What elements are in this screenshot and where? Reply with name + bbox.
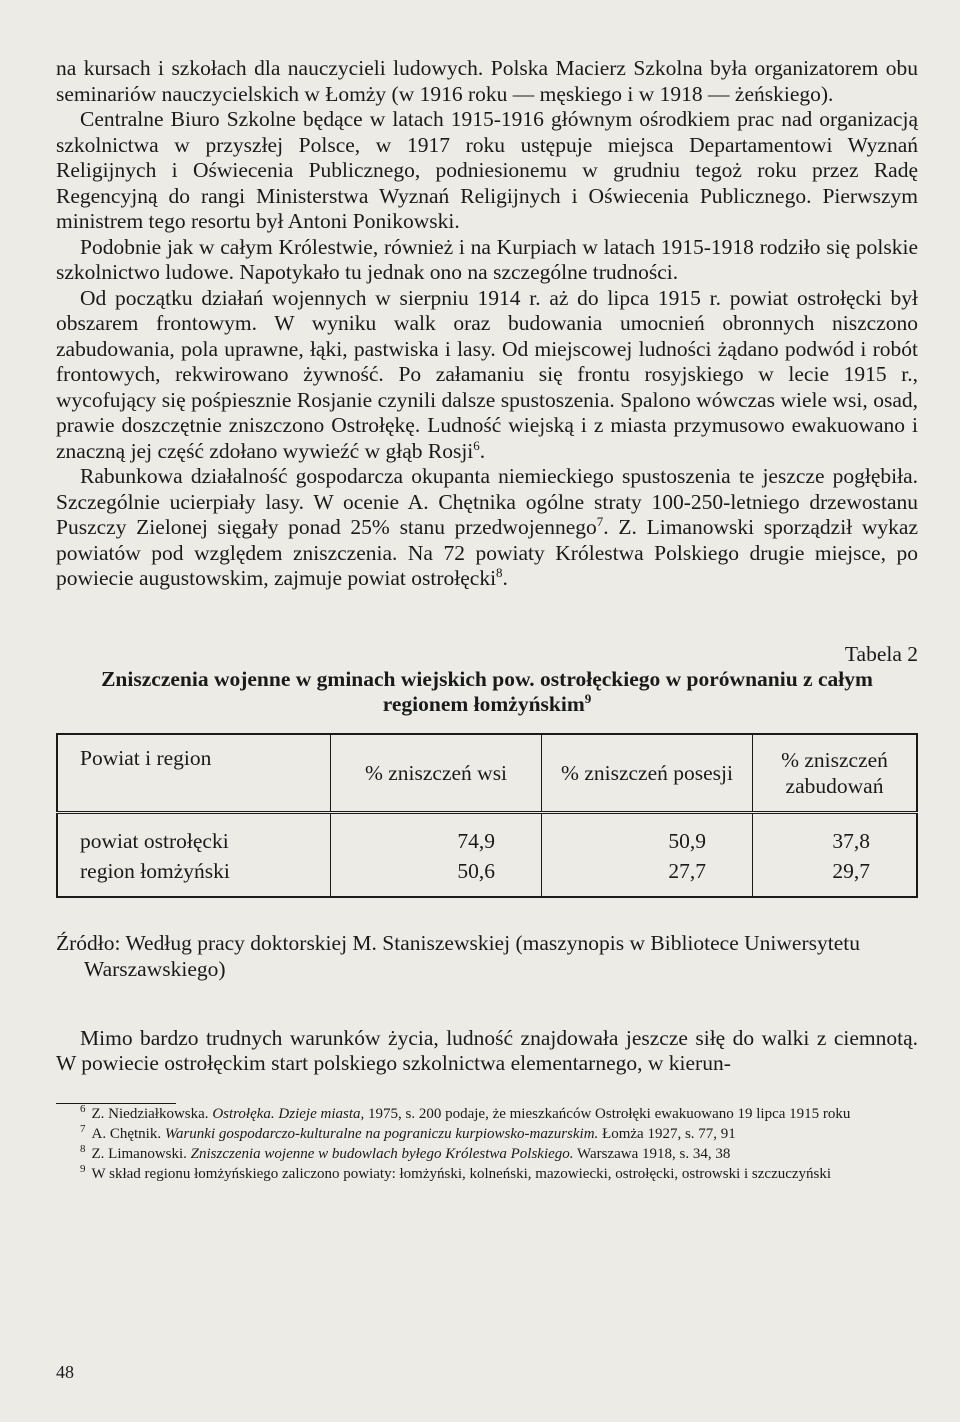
table-row	[57, 856, 917, 897]
table-cell: region łomżyński	[57, 856, 331, 897]
page-number: 48	[56, 1362, 74, 1382]
footnote-ref-9[interactable]: 9	[584, 690, 592, 706]
table-title-text: Zniszczenia wojenne w gminach wiejskich pow. ostrołęckiego w porównaniu z całym regionem łomżyńskim	[101, 666, 873, 716]
footnote-6	[56, 1104, 918, 1124]
footnote-8	[56, 1144, 918, 1164]
table-cell: 29,7	[753, 856, 918, 897]
table-cell: 50,6	[331, 856, 542, 897]
footnote-text: W skład regionu łomżyńskiego zaliczono powiaty: łomżyński, kolneński, mazowiecki, ostrołęcki, ostrowski i szczuczyński	[91, 1165, 832, 1182]
table-header-row	[57, 734, 917, 813]
table-cell: 74,9	[331, 812, 542, 856]
footnote-number: 7	[80, 1122, 86, 1135]
footnote-number: 6	[80, 1102, 86, 1115]
table-header-cell: % zniszczeń zabudowań	[753, 734, 918, 813]
footnote-text: 1975, s. 200 podaje, że mieszkańców Ostrołęki ewakuowano 19 lipca 1915 roku	[364, 1105, 851, 1122]
paragraph-4	[56, 286, 918, 465]
paragraph-5-text: Rabunkowa działalność gospodarcza okupanta niemieckiego spustoszenia te jeszcze pogłębiła. Szczególnie ucierpiały lasy. W ocenie A. Chętnika ogólne straty 100-250-letniego drzewostanu Puszczy Zielonej sięgały ponad 25% stanu przedwojennego	[56, 464, 918, 539]
table-cell: 37,8	[753, 812, 918, 856]
footnote-title: Ostrołęka. Dzieje miasta,	[212, 1105, 365, 1122]
table-header-cell: % zniszczeń posesji	[542, 734, 753, 813]
paragraph-5-end: .	[502, 566, 508, 590]
paragraph-5	[56, 464, 918, 592]
table-header-cell: % zniszczeń wsi	[331, 734, 542, 813]
paragraph-5-mid: . Z. Limanowski sporządził wykaz powiatów pod względem zniszczenia. Na 72 powiaty Królestwa Polskiego drugie miejsce, po powiecie augustowskim, zajmuje powiat ostrołęcki	[56, 515, 919, 590]
table-cell: 27,7	[542, 856, 753, 897]
table-row	[57, 812, 917, 856]
footnote-text: Warszawa 1918, s. 34, 38	[573, 1145, 731, 1162]
footnote-number: 8	[80, 1142, 86, 1155]
table-cell: 50,9	[542, 812, 753, 856]
footnote-7	[56, 1124, 918, 1144]
table-source: Źródło: Według pracy doktorskiej M. Staniszewskiej (maszynopis w Bibliotece Uniwersytetu Warszawskiego)	[56, 930, 860, 981]
footnote-ref-6[interactable]: 6	[473, 437, 480, 453]
footnote-title: Warunki gospodarczo-kulturalne na pograniczu kurpiowsko-mazurskim.	[164, 1125, 599, 1142]
paragraph-4-text: Od początku działań wojennych w sierpniu 1914 r. aż do lipca 1915 r. powiat ostrołęcki był obszarem frontowym. W wyniku walk oraz budowania umocnień obronnych niszczono zabudowania, pola uprawne, łąki, pastwiska i lasy. Od miejscowej ludności żądano podwód i robót frontowych, rekwirowano żywność. Po załamaniu się frontu rosyjskiego w lecie 1915 r., wycofujący się pośpiesznie Rosjanie czynili dalsze spustoszenia. Spalono wówczas wiele wsi, osad, prawie doszczętnie zniszczono Ostrołękę. Ludność wiejską i z miasta przymusowo ewakuowano i znaczną jej część zdołano wywieźć w głąb Rosji	[56, 285, 918, 463]
footnote-title: Zniszczenia wojenne w budowlach byłego Królestwa Polskiego.	[190, 1145, 574, 1162]
table-label: Tabela 2	[844, 641, 918, 666]
paragraph-6: Mimo bardzo trudnych warunków życia, ludność znajdowała jeszcze siłę do walki z ciemnotą. W powiecie ostrołęckim start polskiego szkolnictwa elementarnego, w kierun-	[56, 1025, 918, 1075]
table-title	[56, 667, 918, 717]
footnote-9	[56, 1164, 918, 1184]
paragraph-3: Podobnie jak w całym Królestwie, również i na Kurpiach w latach 1915-1918 rodziło się polskie szkolnictwo ludowe. Napotykało tu jednak ono na szczególne trudności.	[56, 234, 918, 284]
footnote-text: A. Chętnik.	[91, 1125, 165, 1142]
table-header-cell: Powiat i region	[57, 734, 331, 813]
damage-table	[56, 733, 918, 898]
footnotes	[56, 1104, 918, 1184]
footnote-number: 9	[80, 1162, 86, 1175]
footnote-text: Z. Limanowski.	[91, 1145, 191, 1162]
page-content	[56, 56, 918, 1184]
table-cell: powiat ostrołęcki	[57, 812, 331, 856]
footnote-text: Łomża 1927, s. 77, 91	[598, 1125, 736, 1142]
paragraph-2: Centralne Biuro Szkolne będące w latach 1915-1916 głównym ośrodkiem prac nad organizacją szkolnictwa w przyszłej Polsce, w 1917 roku ustępuje miejsca Departamentowi Wyznań Religijnych i Oświecenia Publicznego, podniesionemu w grudniu tegoż roku przez Radę Regencyjną do rangi Ministerstwa Wyznań Religijnych i Oświecenia Publicznego. Pierwszym ministrem tego resortu był Antoni Ponikowski.	[56, 107, 918, 233]
paragraph-1: na kursach i szkołach dla nauczycieli ludowych. Polska Macierz Szkolna była organizatorem obu seminariów nauczycielskich w Łomży (w 1916 roku — męskiego i w 1918 — żeńskiego).	[56, 56, 918, 106]
paragraph-4-end: .	[479, 438, 486, 463]
footnote-text: Z. Niedziałkowska.	[91, 1105, 213, 1122]
footnote-ref-7[interactable]: 7	[596, 513, 604, 529]
footnote-ref-8[interactable]: 8	[496, 564, 503, 580]
